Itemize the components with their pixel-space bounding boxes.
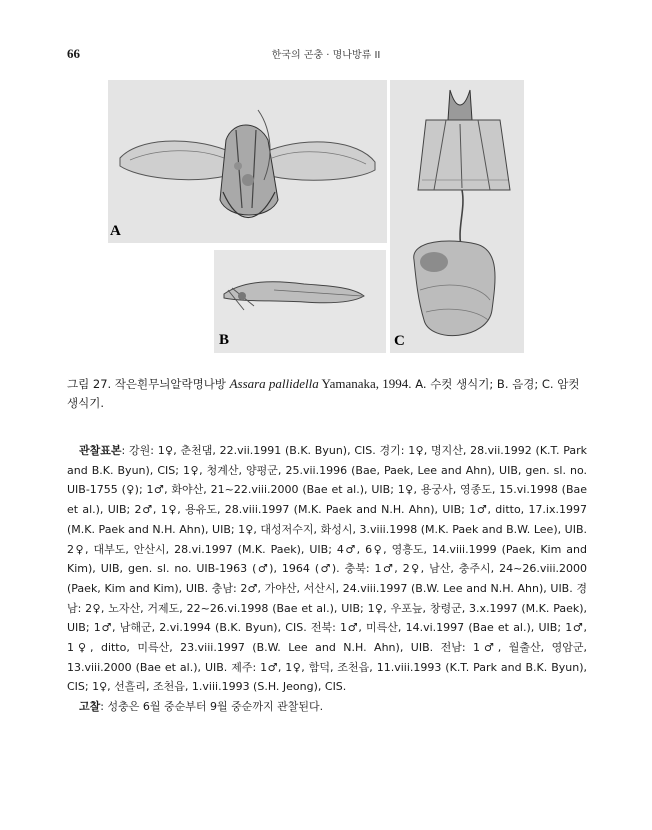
caption-prefix: 그림 27. 작은흰무늬알락명나방 (67, 377, 230, 391)
male-genitalia-image (108, 80, 387, 243)
panel-label-b: B (219, 332, 230, 348)
caption-rest: A. 수컷 생식기; B. 음경; C. 암컷 생식기. (67, 377, 580, 410)
caption-author: Yamanaka, 1994. (318, 376, 412, 391)
female-genitalia-image (390, 80, 524, 353)
page-number: 66 (67, 46, 80, 61)
caption-species: Assara pallidella (229, 376, 319, 391)
aedeagus-image (214, 250, 386, 353)
specimens-heading: 관찰표본 (79, 444, 122, 457)
figure-panel-b (214, 250, 386, 353)
panel-label-a: A (110, 223, 121, 239)
remarks-heading: 고찰 (79, 700, 101, 714)
figure-panel-c (390, 80, 524, 353)
remarks-text: : 성충은 6월 중순부터 9월 중순까지 관찰된다. (100, 700, 324, 714)
running-header: 한국의 곤충 · 명나방류 II (271, 50, 381, 61)
body-text (67, 441, 587, 717)
specimens-paragraph (67, 441, 587, 697)
figure-caption (67, 374, 587, 413)
specimens-text: : 강원: 1♀, 춘천댐, 22.vii.1991 (B.K. Byun), CIS. 경기: 1♀, 명지산, 28.vii.1992 (K.T. Park and B.K. Byun), CIS; 1♀, 청계산, 양평군, 25.vii.1996 (Bae, Paek, Lee and Ahn), UIB, gen. sl. no. UIB-1755 (♀); 1♂, 화야산, 21~22.viii.2000 (Bae et al.), UIB; 1♀, 용궁사, 영종도, 15.vi.1998 (Bae et al.), UIB; 2♂, 1♀, 용유도, 28.viii.1997 (M.K. Paek and N.H. Ahn), UIB; 1♂, ditto, 17.ix.1997 (M.K. Paek and N.H. Ahn), UIB; 1♀, 대성저수지, 화성시, 3.viii.1998 (M.K. Paek and B.W. Lee), UIB. 2♀, 대부도, 안산시, 28.vi.1997 (M.K. Paek), UIB; 4♂, 6♀, 영흥도, 14.viii.1999 (Paek, Kim and Kim), UIB, gen. sl. no. UIB-1963 (♂), 1964 (♂). 충북: 1♂, 2♀, 남산, 충주시, 24~26.viii.2000 (Paek, Kim and Kim), UIB. 충남: 2♂, 가야산, 서산시, 24.viii.1997 (B.W. Lee and N.H. Ahn), UIB. 경남: 2♀, 노자산, 거제도, 22~26.vi.1998 (Bae et al.), UIB; 1♀, 우포늪, 창령군, 3.x.1997 (M.K. Paek), UIB; 1♂, 남해군, 2.vi.1994 (B.K. Byun), CIS. 전북: 1♂, 미륵산, 14.vi.1997 (Bae et al.), UIB; 1♂, 1♀, ditto, 미륵산, 23.viii.1997 (B.W. Lee and N.H. Ahn), UIB. 전남: 1♂, 월출산, 영암군, 13.viii.2000 (Bae et al.), UIB. 제주: 1♂, 1♀, 함덕, 조천읍, 11.viii.1993 (K.T. Park and B.K. Byun), CIS; 1♀, 선흘리, 조천읍, 1.viii.1993 (S.H. Jeong), CIS. (67, 444, 587, 694)
remarks-paragraph (67, 697, 587, 717)
panel-label-c: C (394, 333, 405, 349)
figure-panel-a (108, 80, 387, 243)
